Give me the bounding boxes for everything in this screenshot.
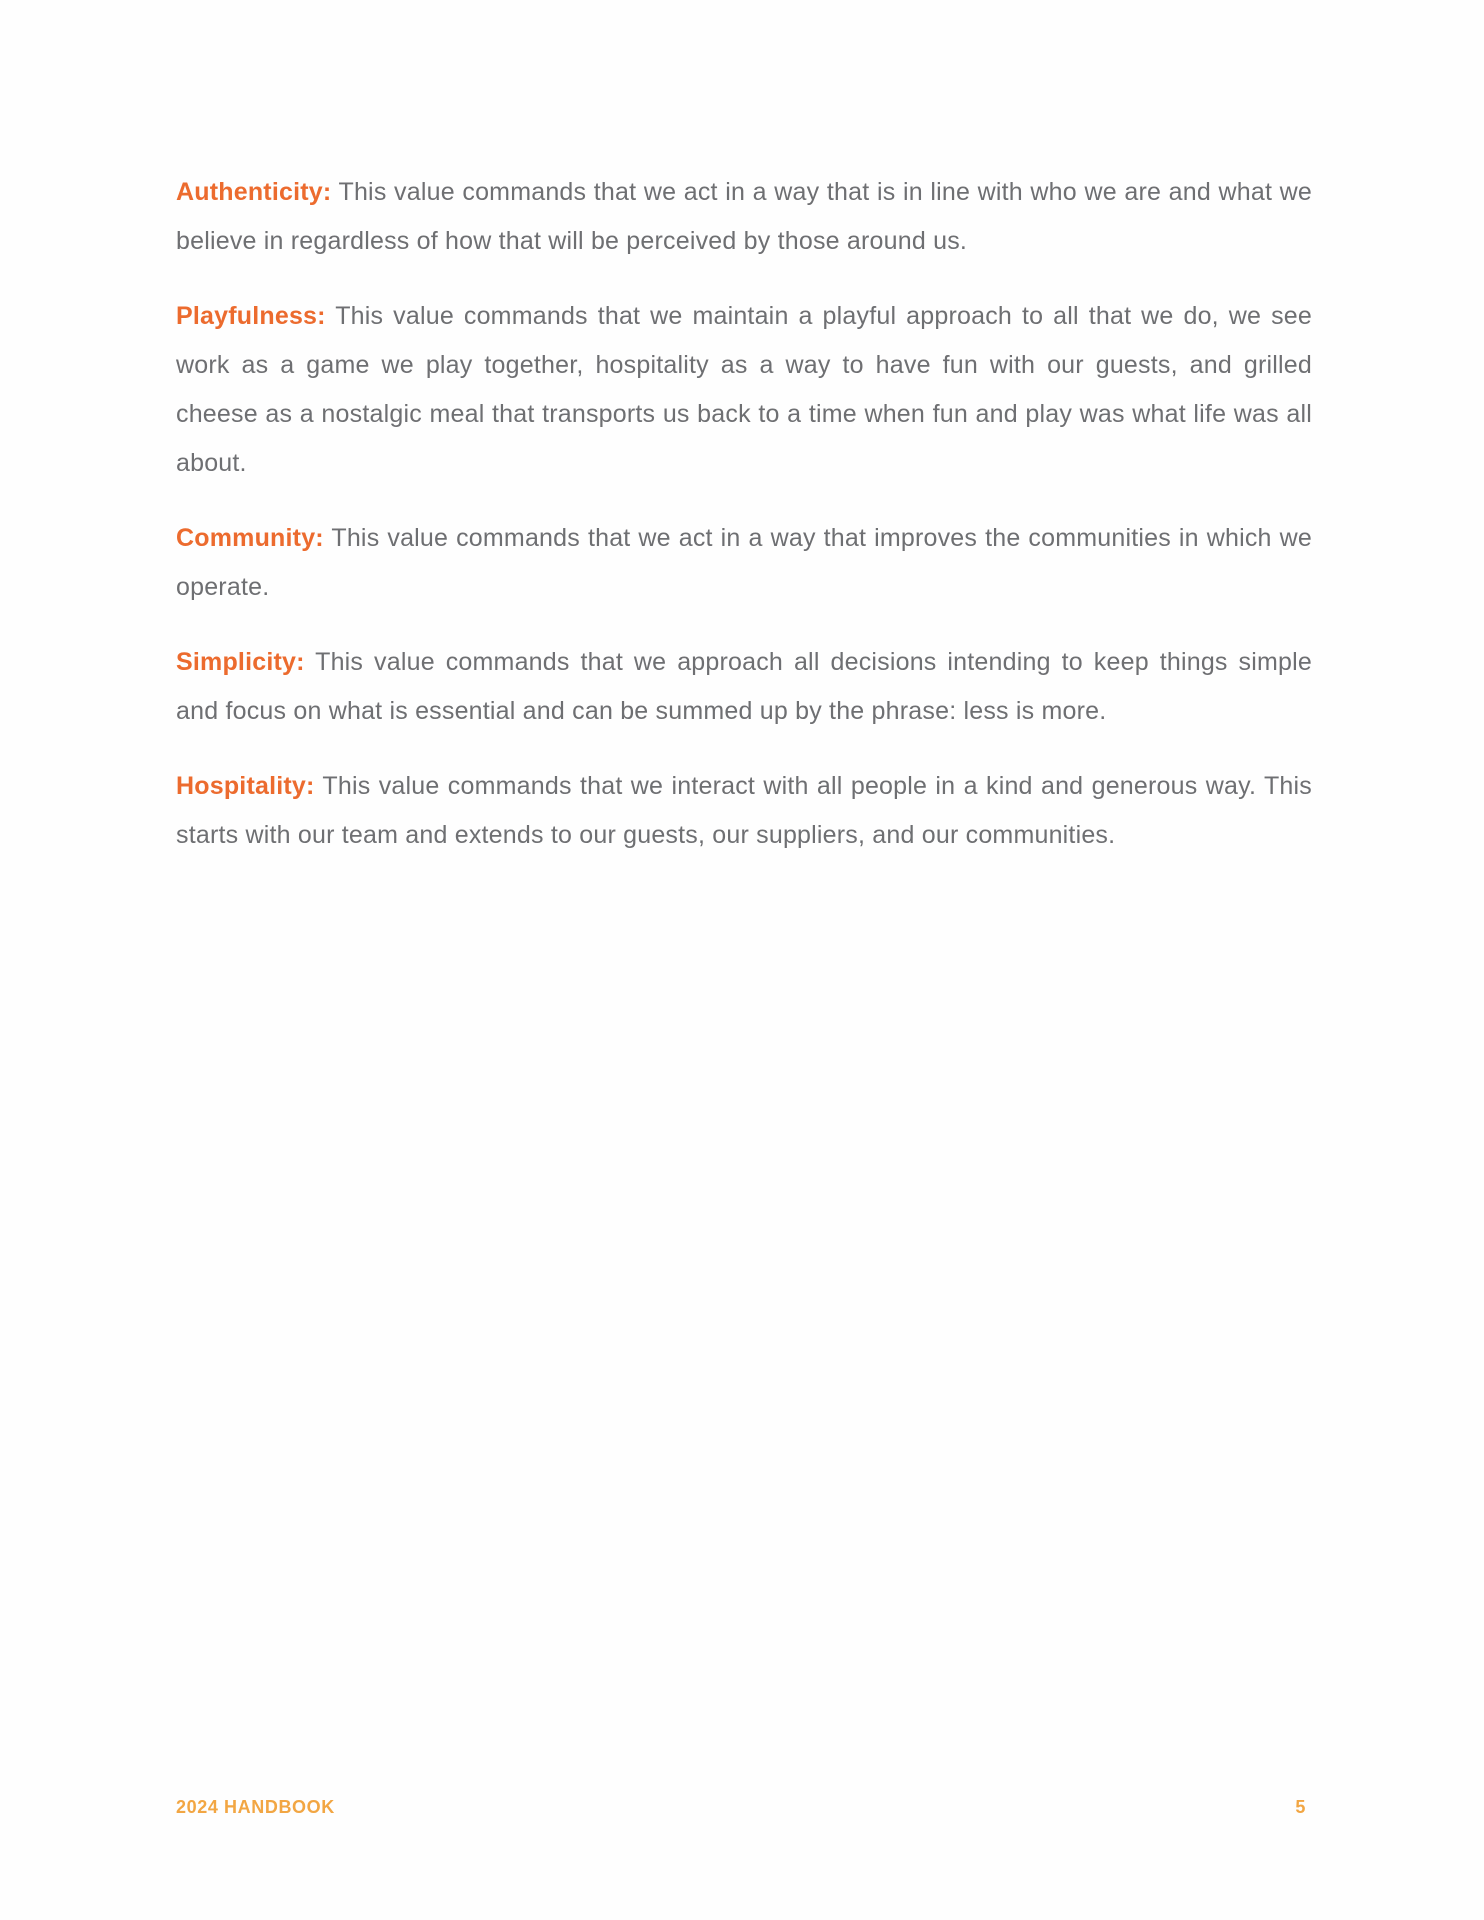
value-term: Hospitality: [176, 772, 315, 800]
value-description: This value commands that we approach all decisions intending to keep things simple and focus on what is essential and can be summed up by the phrase: less is more. [176, 648, 1312, 725]
page-footer [176, 1797, 1306, 1818]
value-term: Playfulness: [176, 302, 326, 330]
value-paragraph [176, 292, 1312, 488]
footer-page-number: 5 [1295, 1797, 1306, 1817]
value-term: Authenticity: [176, 178, 332, 206]
page-content [176, 168, 1312, 886]
value-paragraph [176, 168, 1312, 266]
value-term: Community: [176, 524, 324, 552]
footer-handbook-label: 2024 HANDBOOK [176, 1797, 335, 1817]
value-description: This value commands that we interact with all people in a kind and generous way. This starts with our team and extends to our guests, our suppliers, and our communities. [176, 772, 1312, 849]
value-paragraph [176, 638, 1312, 736]
value-description: This value commands that we act in a way that improves the communities in which we operate. [176, 524, 1312, 601]
value-description: This value commands that we maintain a playful approach to all that we do, we see work as a game we play together, hospitality as a way to have fun with our guests, and grilled cheese as a nostalgic meal that transports us back to a time when fun and play was what life was all about. [176, 302, 1312, 477]
values-list [176, 168, 1312, 860]
value-paragraph [176, 514, 1312, 612]
value-description: This value commands that we act in a way that is in line with who we are and what we believe in regardless of how that will be perceived by those around us. [176, 178, 1313, 255]
value-term: Simplicity: [176, 648, 305, 676]
value-paragraph [176, 762, 1312, 860]
